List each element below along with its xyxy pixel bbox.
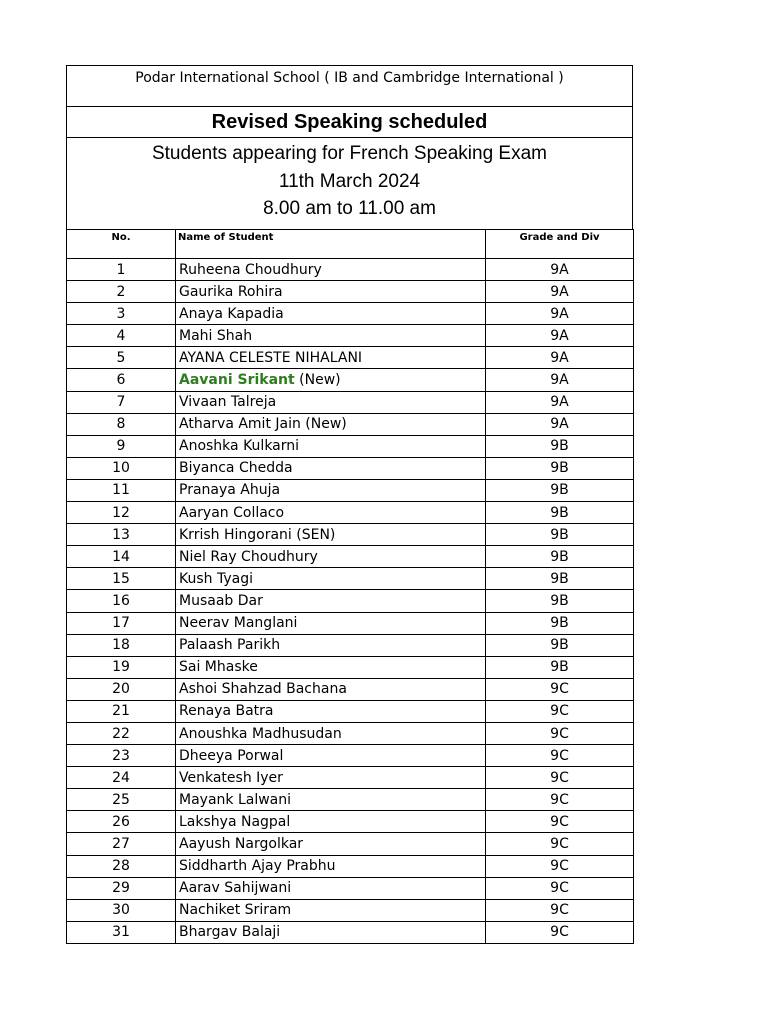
student-name: Musaab Dar <box>176 590 486 612</box>
student-name: Aayush Nargolkar <box>176 833 486 855</box>
grade-div: 9A <box>486 303 634 325</box>
table-header-row <box>67 230 634 259</box>
row-number: 24 <box>67 767 176 789</box>
student-name: Gaurika Rohira <box>176 281 486 303</box>
row-number: 1 <box>67 259 176 281</box>
student-name: Biyanca Chedda <box>176 457 486 479</box>
row-number: 7 <box>67 391 176 413</box>
table-row <box>67 479 634 501</box>
row-number: 16 <box>67 590 176 612</box>
student-name: Niel Ray Choudhury <box>176 546 486 568</box>
student-name: Nachiket Sriram <box>176 899 486 921</box>
table-row <box>67 767 634 789</box>
student-table <box>66 229 634 944</box>
row-number: 4 <box>67 325 176 347</box>
row-number: 31 <box>67 921 176 943</box>
row-number: 14 <box>67 546 176 568</box>
row-number: 13 <box>67 524 176 546</box>
grade-div: 9B <box>486 457 634 479</box>
header-grade: Grade and Div <box>486 230 634 259</box>
student-name: Ashoi Shahzad Bachana <box>176 678 486 700</box>
student-name: Anoshka Kulkarni <box>176 435 486 457</box>
student-name: Vivaan Talreja <box>176 391 486 413</box>
student-name: Venkatesh Iyer <box>176 767 486 789</box>
table-row <box>67 281 634 303</box>
grade-div: 9B <box>486 634 634 656</box>
table-row <box>67 678 634 700</box>
table-row <box>67 833 634 855</box>
table-row <box>67 435 634 457</box>
row-number: 12 <box>67 502 176 524</box>
student-name: Siddharth Ajay Prabhu <box>176 855 486 877</box>
grade-div: 9A <box>486 391 634 413</box>
table-row <box>67 921 634 943</box>
row-number: 8 <box>67 413 176 435</box>
student-name: Aarav Sahijwani <box>176 877 486 899</box>
student-name: Pranaya Ahuja <box>176 479 486 501</box>
student-name: Neerav Manglani <box>176 612 486 634</box>
table-row <box>67 391 634 413</box>
row-number: 10 <box>67 457 176 479</box>
table-row <box>67 568 634 590</box>
grade-div: 9C <box>486 745 634 767</box>
student-rows <box>67 259 634 944</box>
table-row <box>67 502 634 524</box>
table-row <box>67 855 634 877</box>
table-row <box>67 303 634 325</box>
student-name: Lakshya Nagpal <box>176 811 486 833</box>
table-row <box>67 457 634 479</box>
row-number: 19 <box>67 656 176 678</box>
grade-div: 9C <box>486 833 634 855</box>
header-no: No. <box>67 230 176 259</box>
row-number: 27 <box>67 833 176 855</box>
student-name: Palaash Parikh <box>176 634 486 656</box>
table-row <box>67 656 634 678</box>
table-row <box>67 590 634 612</box>
student-name: Mayank Lalwani <box>176 789 486 811</box>
student-name: Renaya Batra <box>176 700 486 722</box>
row-number: 2 <box>67 281 176 303</box>
grade-div: 9C <box>486 811 634 833</box>
student-name: Aaryan Collaco <box>176 502 486 524</box>
table-row <box>67 612 634 634</box>
row-number: 20 <box>67 678 176 700</box>
grade-div: 9C <box>486 877 634 899</box>
grade-div: 9A <box>486 281 634 303</box>
student-name: Bhargav Balaji <box>176 921 486 943</box>
student-name <box>176 369 486 391</box>
grade-div: 9B <box>486 656 634 678</box>
table-row <box>67 877 634 899</box>
row-number: 3 <box>67 303 176 325</box>
student-name-highlighted: Aavani Srikant <box>179 372 295 389</box>
grade-div: 9B <box>486 435 634 457</box>
table-row <box>67 524 634 546</box>
row-number: 9 <box>67 435 176 457</box>
student-name: Mahi Shah <box>176 325 486 347</box>
student-name: Krrish Hingorani (SEN) <box>176 524 486 546</box>
exam-description: Students appearing for French Speaking Exam <box>151 143 547 164</box>
school-name: Podar International School ( IB and Cambridge International ) <box>66 65 633 106</box>
grade-div: 9C <box>486 789 634 811</box>
table-row <box>67 899 634 921</box>
student-name: Atharva Amit Jain (New) <box>176 413 486 435</box>
row-number: 23 <box>67 745 176 767</box>
grade-div: 9B <box>486 502 634 524</box>
student-name: Dheeya Porwal <box>176 745 486 767</box>
row-number: 22 <box>67 722 176 744</box>
grade-div: 9B <box>486 568 634 590</box>
row-number: 29 <box>67 877 176 899</box>
grade-div: 9C <box>486 899 634 921</box>
grade-div: 9A <box>486 325 634 347</box>
student-name: Anaya Kapadia <box>176 303 486 325</box>
table-row <box>67 347 634 369</box>
table-row <box>67 634 634 656</box>
schedule-sheet <box>66 65 633 944</box>
table-row <box>67 413 634 435</box>
grade-div: 9C <box>486 722 634 744</box>
grade-div: 9B <box>486 612 634 634</box>
row-number: 15 <box>67 568 176 590</box>
grade-div: 9C <box>486 767 634 789</box>
exam-time: 8.00 am to 11.00 am <box>263 198 436 219</box>
grade-div: 9C <box>486 921 634 943</box>
table-row <box>67 369 634 391</box>
row-number: 11 <box>67 479 176 501</box>
table-row <box>67 722 634 744</box>
table-row <box>67 325 634 347</box>
grade-div: 9C <box>486 678 634 700</box>
row-number: 6 <box>67 369 176 391</box>
grade-div: 9A <box>486 259 634 281</box>
grade-div: 9C <box>486 700 634 722</box>
table-row <box>67 811 634 833</box>
grade-div: 9A <box>486 369 634 391</box>
grade-div: 9C <box>486 855 634 877</box>
grade-div: 9B <box>486 590 634 612</box>
row-number: 5 <box>67 347 176 369</box>
student-name-suffix: (New) <box>294 372 341 389</box>
grade-div: 9A <box>486 347 634 369</box>
document-title: Revised Speaking scheduled <box>66 106 633 137</box>
grade-div: 9B <box>486 524 634 546</box>
student-name: Kush Tyagi <box>176 568 486 590</box>
grade-div: 9B <box>486 546 634 568</box>
row-number: 30 <box>67 899 176 921</box>
student-name: Sai Mhaske <box>176 656 486 678</box>
table-row <box>67 789 634 811</box>
row-number: 17 <box>67 612 176 634</box>
row-number: 26 <box>67 811 176 833</box>
student-name: Ruheena Choudhury <box>176 259 486 281</box>
grade-div: 9B <box>486 479 634 501</box>
row-number: 18 <box>67 634 176 656</box>
grade-div: 9A <box>486 413 634 435</box>
table-row <box>67 259 634 281</box>
row-number: 28 <box>67 855 176 877</box>
exam-date: 11th March 2024 <box>278 170 421 192</box>
table-row <box>67 700 634 722</box>
student-name: Anoushka Madhusudan <box>176 722 486 744</box>
student-name: AYANA CELESTE NIHALANI <box>176 347 486 369</box>
exam-info <box>66 137 633 229</box>
header-name: Name of Student <box>176 230 486 259</box>
table-row <box>67 546 634 568</box>
row-number: 21 <box>67 700 176 722</box>
table-row <box>67 745 634 767</box>
row-number: 25 <box>67 789 176 811</box>
